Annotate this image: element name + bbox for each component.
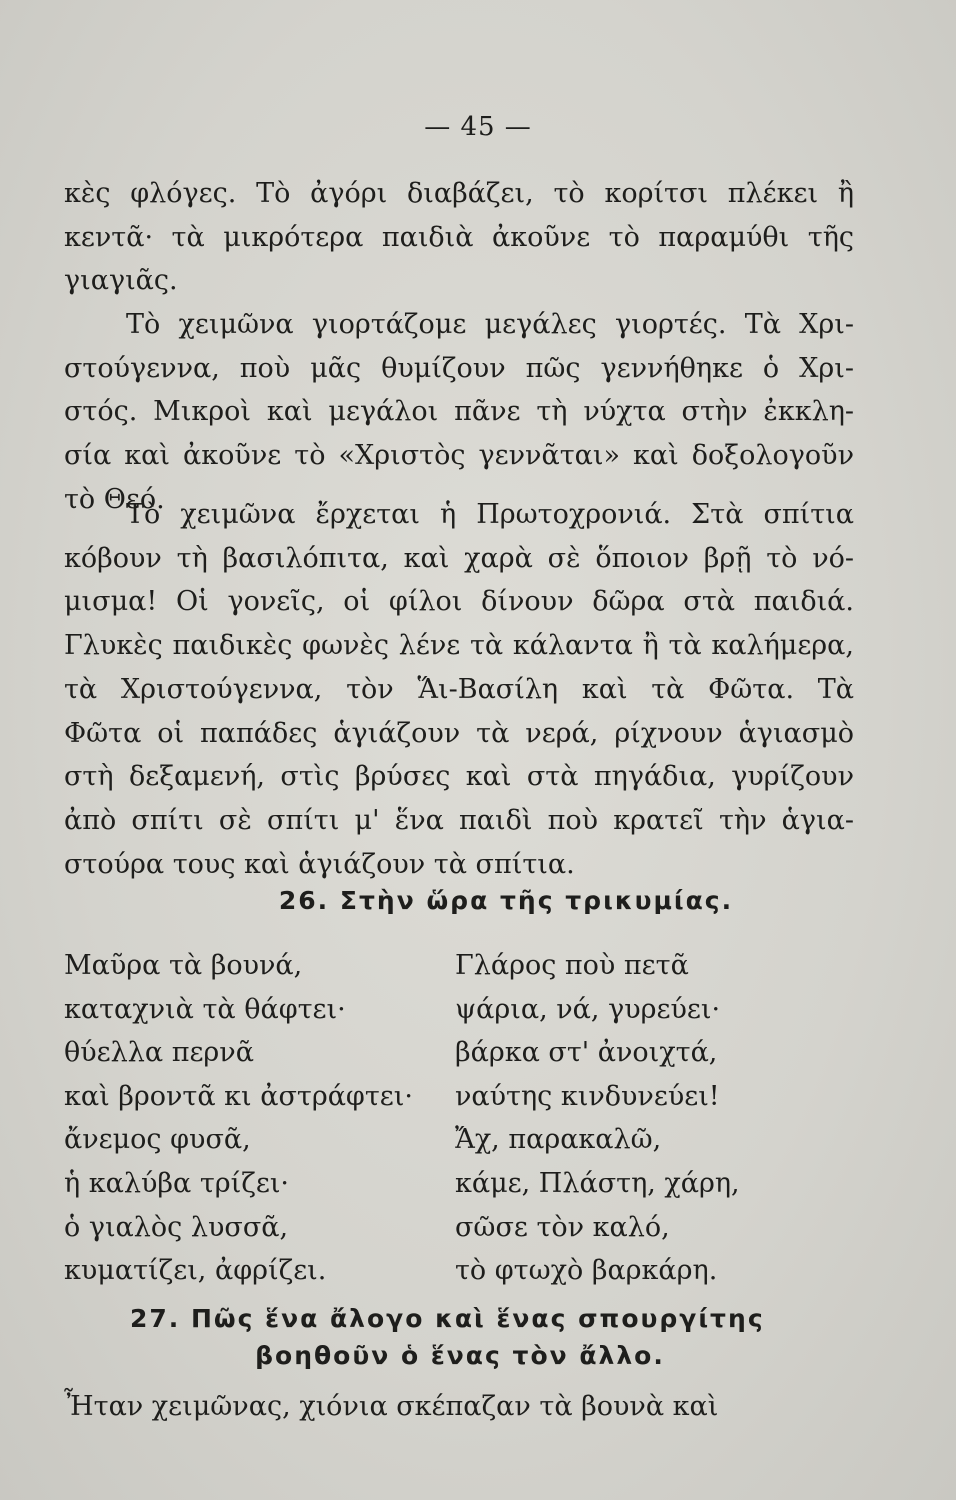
text-line: στούρα τους καὶ ἁγιάζουν τὰ σπίτια. [64,848,575,880]
text-line: στούγεννα, ποὺ μᾶς θυμίζουν πῶς γεννήθηκε ὁ Χρι- [64,352,854,384]
section-27-heading-line-1: 27. Πῶς ἕνα ἄλογο καὶ ἕνας σπουργίτης [130,1304,765,1333]
poem-line: ἄνεμος φυσᾶ, [64,1124,251,1156]
text-line: τὰ Χριστούγεννα, τὸν Ἅι-Βασίλη καὶ τὰ Φῶτα. Τὰ [64,673,854,705]
poem-line: κάμε, Πλάστη, χάρη, [455,1167,740,1199]
text-line: στὴ δεξαμενή, στὶς βρύσες καὶ στὰ πηγάδια, γυρίζουν [64,761,854,793]
poem-line: ἡ καλύβα τρίζει· [64,1167,290,1199]
poem-left-column [64,944,413,1293]
text-line: μισμα! Οἱ γονεῖς, οἱ φίλοι δίνουν δῶρα στὰ παιδιά. [64,586,854,618]
poem-line: Μαῦρα τὰ βουνά, [64,950,303,981]
poem-line: Ἄχ, παρακαλῶ, [455,1124,662,1156]
text-line: κόβουν τὴ βασιλόπιτα, καὶ χαρὰ σὲ ὅποιον βρῇ τὸ νό- [64,542,854,574]
poem-line: ναύτης κινδυνεύει! [455,1080,720,1112]
poem-line: θύελλα περνᾶ [64,1037,254,1069]
text-line: κὲς φλόγες. Τὸ ἀγόρι διαβάζει, τὸ κορίτσι πλέκει ἢ [64,178,854,209]
poem-line: ὁ γιαλὸς λυσσᾶ, [64,1211,289,1243]
text-line: κεντᾶ· τὰ μικρότερα παιδιὰ ἀκοῦνε τὸ παραμύθι τῆς [64,221,854,253]
section-27-heading-line-2: βοηθοῦν ὁ ἕνας τὸν ἄλλο. [255,1341,665,1370]
text-line: τὸ Θεό. [64,483,165,515]
poem-line: βάρκα στ' ἀνοιχτά, [455,1037,718,1069]
paragraph-1 [64,172,854,303]
poem-line: σῶσε τὸν καλό, [455,1211,670,1243]
poem-line: καταχνιὰ τὰ θάφτει· [64,993,346,1025]
poem-line: κυματίζει, ἀφρίζει. [64,1255,327,1287]
text-line: σία καὶ ἀκοῦνε τὸ «Χριστὸς γεννᾶται» καὶ δοξολογοῦν [64,440,854,472]
text-line: Τὸ χειμῶνα γιορτάζομε μεγάλες γιορτές. Τὰ Χρι- [126,309,854,340]
poem-line: Γλάρος ποὺ πετᾶ [455,950,689,981]
poem-line: τὸ φτωχὸ βαρκάρη. [455,1255,718,1287]
paragraph-2 [64,303,854,522]
text-line: Φῶτα οἱ παπάδες ἁγιάζουν τὰ νερά, ρίχνουν ἁγιασμὸ [64,717,854,749]
section-26-heading: 26. Στὴν ὥρα τῆς τρικυμίας. [278,886,734,915]
paragraph-3 [64,493,854,886]
text-line: Τὸ χειμῶνα ἔρχεται ἡ Πρωτοχρονιά. Στὰ σπίτια [126,499,854,530]
text-line: στός. Μικροὶ καὶ μεγάλοι πᾶνε τὴ νύχτα στὴν ἐκκλη- [64,396,854,428]
poem-right-column [455,944,740,1293]
poem-line: καὶ βροντᾶ κι ἀστράφτει· [64,1080,413,1112]
page-number: — 45 — [424,112,532,142]
text-line: γιαγιᾶς. [64,265,178,297]
text-line: Γλυκὲς παιδικὲς φωνὲς λένε τὰ κάλαντα ἢ τὰ καλήμερα, [64,630,854,662]
section-27-first-line: Ἦταν χειμῶνας, χιόνια σκέπαζαν τὰ βουνὰ καὶ [64,1391,719,1422]
poem-line: ψάρια, νά, γυρεύει· [455,993,721,1025]
section-27-heading [130,1300,830,1374]
text-line: ἀπὸ σπίτι σὲ σπίτι μ' ἕνα παιδὶ ποὺ κρατεῖ τὴν ἁγια- [64,804,854,836]
